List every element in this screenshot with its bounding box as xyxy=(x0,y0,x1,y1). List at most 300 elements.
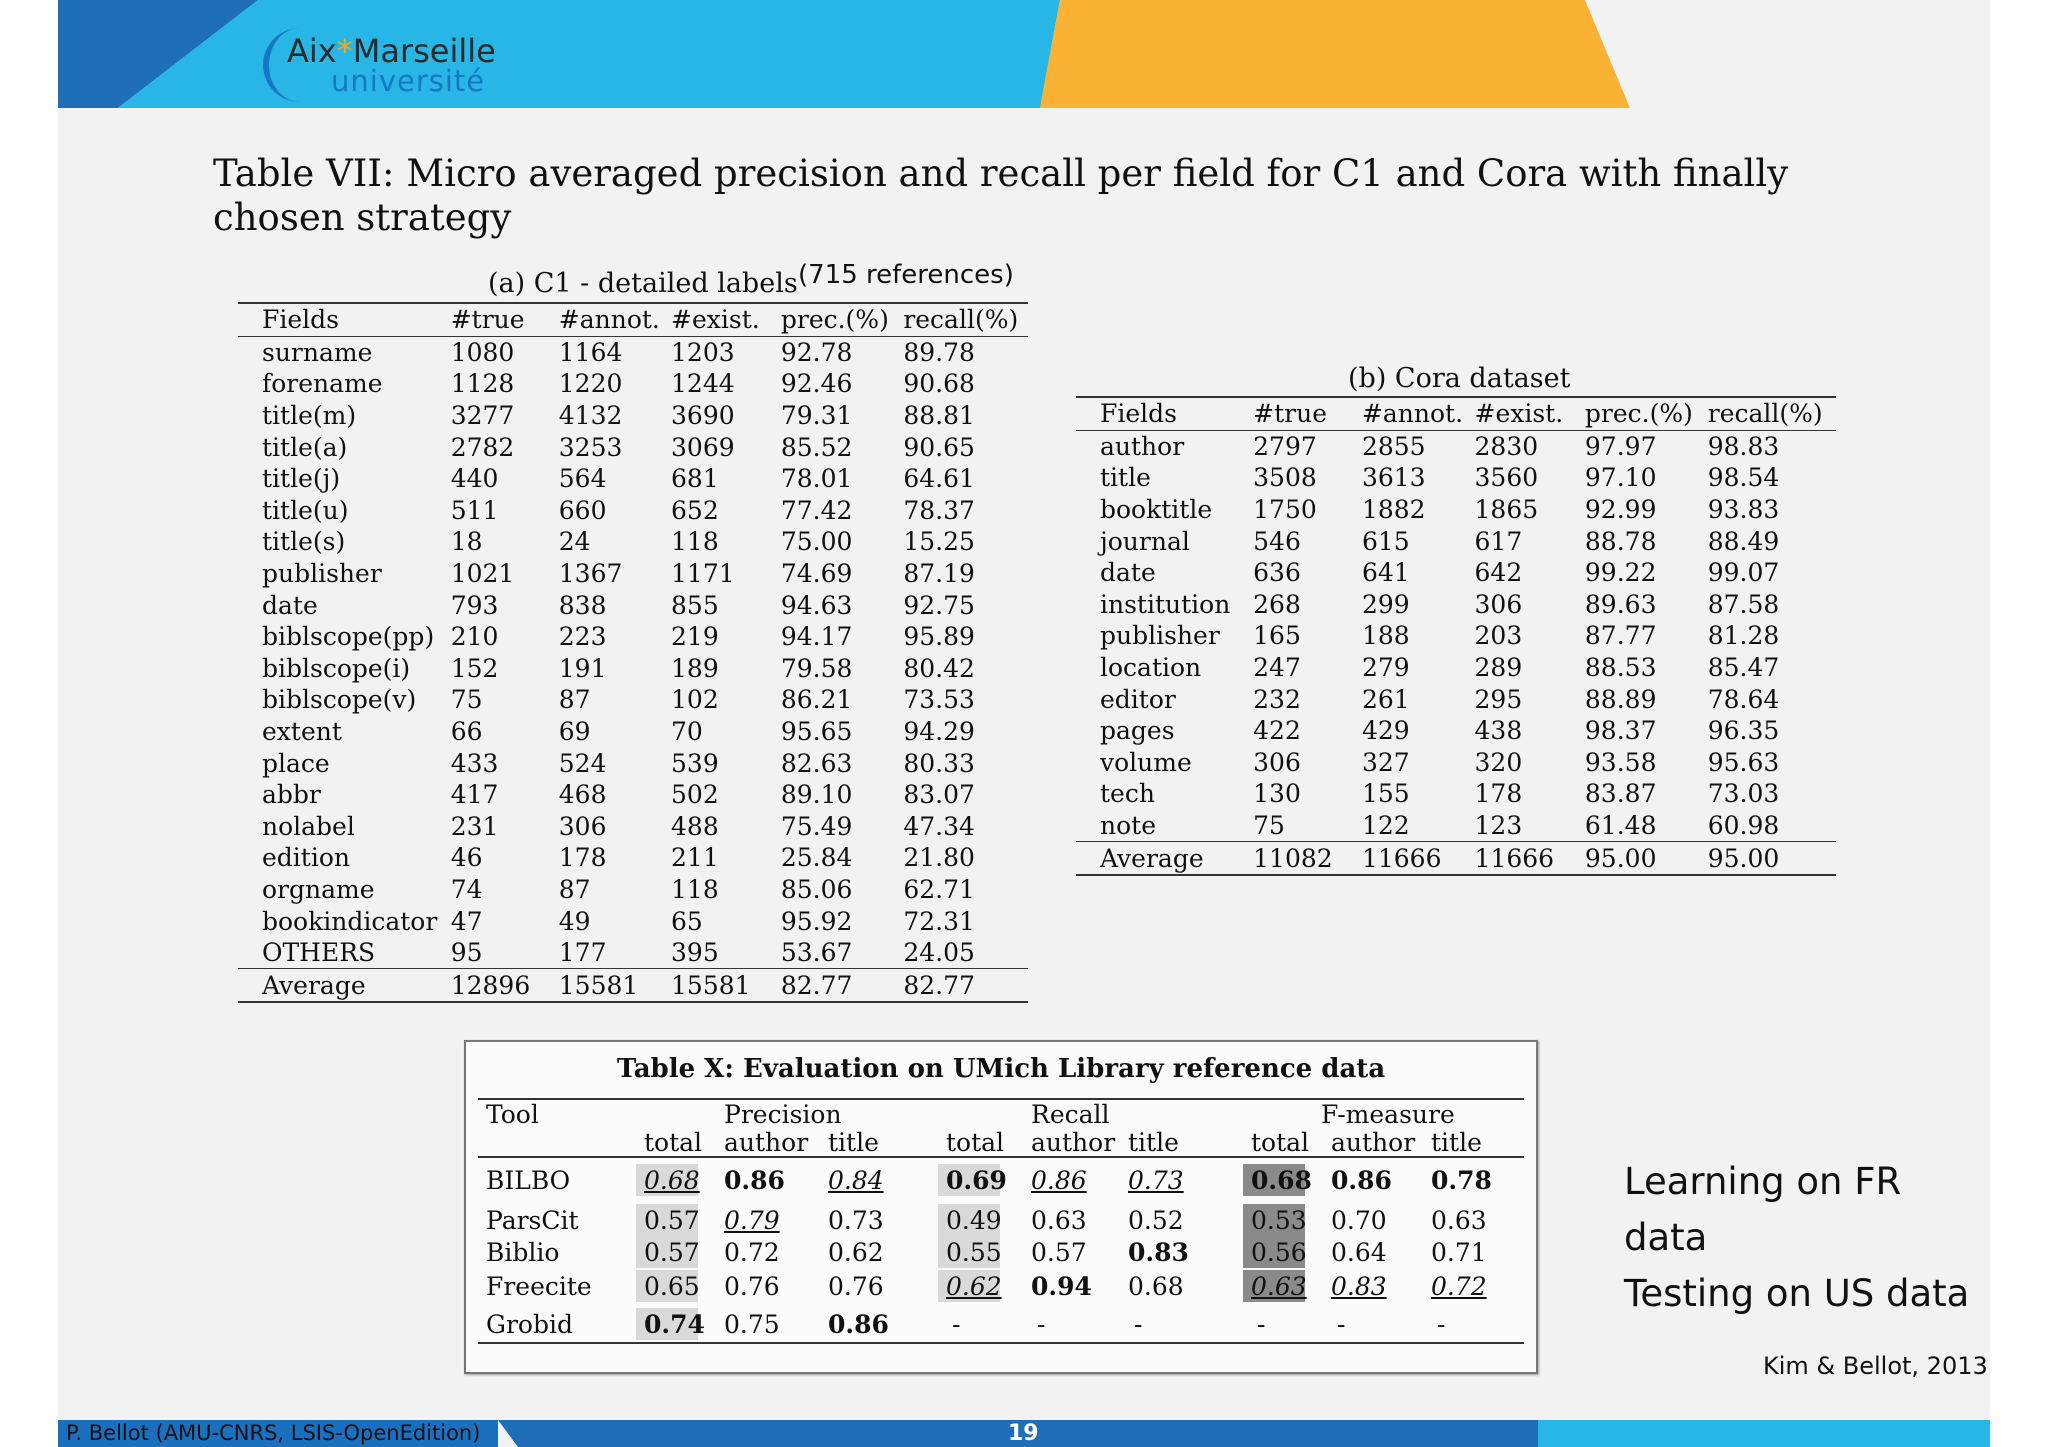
table-x-value: 0.55 xyxy=(946,1238,1002,1267)
cell-true: 268 xyxy=(1253,589,1301,619)
cell-exist: 855 xyxy=(671,590,719,620)
cell-true: 511 xyxy=(450,495,499,525)
table-row xyxy=(238,589,1028,621)
cell-annot: 1882 xyxy=(1361,495,1426,525)
table-x-value: 0.68 xyxy=(644,1166,700,1195)
slide-title: Table VII: Micro averaged precision and recall per field for C1 and Cora with finally chosen strategy xyxy=(213,152,1789,239)
cell-field: tech xyxy=(1100,779,1155,809)
table-x-value: 0.57 xyxy=(644,1206,700,1235)
cell-exist: 118 xyxy=(671,874,719,904)
cell-field: booktitle xyxy=(1100,495,1213,525)
cell-prec: 97.97 xyxy=(1584,431,1657,461)
cell-recall: 73.03 xyxy=(1707,779,1780,809)
cell-true: 75 xyxy=(1253,811,1285,841)
cell-exist: 3690 xyxy=(671,401,735,431)
table-x-value: 0.73 xyxy=(1128,1166,1184,1195)
cell-exist: 211 xyxy=(671,843,719,873)
cell-prec: 78.01 xyxy=(780,464,853,494)
cell-true: 95 xyxy=(450,938,483,968)
average-row xyxy=(1076,842,1836,875)
cell-field: bookindicator xyxy=(262,906,438,936)
cell-field: surname xyxy=(262,337,373,367)
cell-exist: 395 xyxy=(671,938,719,968)
table-x-value: 0.69 xyxy=(946,1166,1007,1195)
cell-prec: 75.00 xyxy=(780,527,853,557)
cell-recall: 96.35 xyxy=(1707,716,1780,746)
cell-prec: 94.63 xyxy=(780,590,853,620)
cell-field: abbr xyxy=(262,780,321,810)
cell-annot: 11666 xyxy=(1362,842,1475,875)
cell-annot: 4132 xyxy=(558,401,623,431)
cell-exist: 70 xyxy=(671,717,703,747)
table-x-tool-name: Biblio xyxy=(486,1238,560,1267)
cell-field: editor xyxy=(1100,684,1176,714)
cell-prec: 92.99 xyxy=(1584,495,1657,525)
table-x-value: 0.71 xyxy=(1431,1238,1487,1267)
table-row xyxy=(1076,557,1836,589)
cell-annot: 641 xyxy=(1361,558,1410,588)
table-x-value: 0.62 xyxy=(946,1272,1002,1301)
cell-recall: 98.54 xyxy=(1707,463,1780,493)
cell-exist: #exist. xyxy=(671,303,781,336)
cell-recall: 72.31 xyxy=(903,906,975,936)
table-row xyxy=(1076,620,1836,652)
table-x-sub-header: author xyxy=(724,1128,809,1157)
cell-annot: 261 xyxy=(1361,684,1410,714)
table-row xyxy=(238,336,1028,368)
cell-recall: 89.78 xyxy=(903,337,975,367)
cell-recall: 82.77 xyxy=(903,969,1028,1002)
table-x-value: 0.74 xyxy=(644,1310,705,1339)
table-x-value: 0.63 xyxy=(1251,1272,1307,1301)
table-x-value: 0.78 xyxy=(1431,1166,1492,1195)
cell-field: biblscope(i) xyxy=(262,653,411,683)
cell-field: Average xyxy=(238,969,451,1002)
cell-true: 793 xyxy=(450,590,499,620)
cell-annot: 87 xyxy=(558,685,591,715)
cell-field: title(m) xyxy=(262,401,357,431)
cell-exist: 102 xyxy=(671,685,719,715)
cell-annot: 327 xyxy=(1361,747,1410,777)
cell-exist: 320 xyxy=(1474,747,1523,777)
cell-recall: 95.00 xyxy=(1708,842,1836,875)
table-row xyxy=(1076,652,1836,684)
cell-annot: 660 xyxy=(558,495,607,525)
table-cora xyxy=(1076,396,1836,876)
cell-recall: 78.64 xyxy=(1707,684,1780,714)
cell-prec: 82.77 xyxy=(781,969,903,1002)
table-x-value: 0.65 xyxy=(644,1272,700,1301)
cell-field: institution xyxy=(1100,589,1231,619)
side-note-line2: Testing on US data xyxy=(1624,1272,1970,1315)
cell-prec: 79.58 xyxy=(780,653,853,683)
cell-recall: 94.29 xyxy=(903,717,975,747)
cell-prec: 88.53 xyxy=(1584,653,1657,683)
table-row xyxy=(238,558,1028,590)
table-x-value: 0.72 xyxy=(724,1238,780,1267)
table-x-value: 0.68 xyxy=(1251,1166,1312,1195)
cell-annot: 122 xyxy=(1361,811,1410,841)
table-x-value: 0.86 xyxy=(828,1310,889,1339)
average-row xyxy=(238,969,1028,1002)
table-row xyxy=(1076,589,1836,621)
cell-exist: 123 xyxy=(1474,811,1523,841)
table-row xyxy=(1076,747,1836,779)
table-row xyxy=(1076,715,1836,747)
cell-field: Average xyxy=(1076,842,1253,875)
table-x-value: 0.83 xyxy=(1128,1238,1189,1267)
cell-recall: 64.61 xyxy=(903,464,975,494)
cell-field: title(a) xyxy=(262,432,348,462)
cell-true: 47 xyxy=(450,906,483,936)
cell-exist: 118 xyxy=(671,527,719,557)
table-row xyxy=(238,463,1028,495)
table-x-group-header: F-measure xyxy=(1321,1100,1455,1129)
cell-field: biblscope(pp) xyxy=(262,622,435,652)
table-x-tool-header: Tool xyxy=(486,1100,539,1129)
table-x-value: - xyxy=(1257,1310,1266,1339)
cell-true: 433 xyxy=(450,748,499,778)
cell-exist: 1865 xyxy=(1474,495,1539,525)
table-x-sub-header: title xyxy=(1431,1128,1482,1157)
cell-prec: 95.00 xyxy=(1585,842,1708,875)
cell-prec: prec.(%) xyxy=(1585,397,1708,430)
table-x-sub-header: author xyxy=(1331,1128,1416,1157)
cell-exist: 189 xyxy=(671,653,719,683)
cell-recall: 24.05 xyxy=(903,938,975,968)
table-row xyxy=(238,368,1028,400)
cell-recall: 60.98 xyxy=(1707,811,1780,841)
cell-prec: 85.06 xyxy=(780,874,853,904)
table-row xyxy=(1076,462,1836,494)
table-x-value: 0.72 xyxy=(1431,1272,1487,1301)
table-x-value: 0.64 xyxy=(1331,1238,1387,1267)
table-a-note: (715 references) xyxy=(798,260,1014,290)
table-x-tool-name: Freecite xyxy=(486,1272,592,1301)
cell-field: nolabel xyxy=(262,811,355,841)
cell-annot: 3613 xyxy=(1361,463,1426,493)
cell-exist: 488 xyxy=(671,811,719,841)
cell-annot: 15581 xyxy=(559,969,671,1002)
table-x-value: 0.57 xyxy=(644,1238,700,1267)
logo-star-icon: * xyxy=(336,32,353,70)
table-x-value: 0.52 xyxy=(1128,1206,1184,1235)
cell-field: title(j) xyxy=(262,464,341,494)
table-x-value: 0.73 xyxy=(828,1206,884,1235)
cell-annot: 191 xyxy=(558,653,607,683)
cell-exist: #exist. xyxy=(1475,397,1585,430)
cell-recall: 87.19 xyxy=(903,559,975,589)
table-x-sub-header: total xyxy=(644,1128,703,1157)
cell-prec: 74.69 xyxy=(780,559,853,589)
footer-band-right xyxy=(1538,1420,1990,1447)
table-row xyxy=(1076,778,1836,810)
cell-exist: 681 xyxy=(671,464,719,494)
cell-recall: 78.37 xyxy=(903,495,975,525)
cell-annot: 429 xyxy=(1361,716,1410,746)
cell-annot: 69 xyxy=(558,717,591,747)
cell-true: 440 xyxy=(450,464,499,494)
cell-exist: 1203 xyxy=(671,337,735,367)
cell-annot: 3253 xyxy=(558,432,623,462)
table-row xyxy=(238,526,1028,558)
table-c1 xyxy=(238,302,1028,1003)
cell-recall: 80.42 xyxy=(903,653,975,683)
cell-prec: prec.(%) xyxy=(781,303,903,336)
cell-prec: 97.10 xyxy=(1584,463,1657,493)
cell-exist: 438 xyxy=(1474,716,1523,746)
cell-prec: 98.37 xyxy=(1584,716,1657,746)
cell-true: 130 xyxy=(1253,779,1301,809)
cell-recall: 90.65 xyxy=(903,432,975,462)
table-x-value: 0.83 xyxy=(1331,1272,1387,1301)
cell-recall: 99.07 xyxy=(1707,558,1780,588)
cell-annot: 564 xyxy=(558,464,607,494)
table-row xyxy=(238,716,1028,748)
cell-recall: 88.49 xyxy=(1707,526,1780,556)
cell-field: orgname xyxy=(262,874,375,904)
table-x-value: 0.86 xyxy=(1031,1166,1087,1195)
table-x-figure xyxy=(464,1040,1538,1374)
cell-annot: 177 xyxy=(558,938,607,968)
cell-true: 3508 xyxy=(1253,463,1317,493)
cell-field: extent xyxy=(262,717,342,747)
cell-exist: 642 xyxy=(1474,558,1523,588)
table-x-sub-header: author xyxy=(1031,1128,1116,1157)
cell-recall: 15.25 xyxy=(903,527,975,557)
cell-field: author xyxy=(1100,431,1185,461)
cell-field: publisher xyxy=(262,559,382,589)
table-x-value: 0.75 xyxy=(724,1310,780,1339)
table-x-group-header: Recall xyxy=(1031,1100,1110,1129)
cell-true: 247 xyxy=(1253,653,1301,683)
cell-field: publisher xyxy=(1100,621,1220,651)
cell-prec: 87.77 xyxy=(1584,621,1657,651)
cell-recall: 93.83 xyxy=(1707,495,1780,525)
cell-recall: 62.71 xyxy=(903,874,975,904)
table-x-value: 0.56 xyxy=(1251,1238,1307,1267)
cell-annot: 279 xyxy=(1361,653,1410,683)
cell-prec: 75.49 xyxy=(780,811,853,841)
cell-true: 636 xyxy=(1253,558,1301,588)
cell-field: forename xyxy=(262,369,383,399)
cell-exist: 295 xyxy=(1474,684,1523,714)
cell-recall: 47.34 xyxy=(903,811,975,841)
table-row xyxy=(238,937,1028,969)
cell-true: 306 xyxy=(1253,747,1301,777)
cell-true: 232 xyxy=(1253,684,1301,714)
cell-annot: 2855 xyxy=(1361,431,1426,461)
cell-annot: 1164 xyxy=(558,337,623,367)
cell-prec: 88.89 xyxy=(1584,684,1657,714)
table-x-value: - xyxy=(1037,1310,1046,1339)
footer-author: P. Bellot (AMU-CNRS, LSIS-OpenEdition) xyxy=(66,1421,481,1445)
table-x-tool-name: BILBO xyxy=(486,1166,571,1195)
cell-field: title(s) xyxy=(262,527,346,557)
cell-annot: 188 xyxy=(1361,621,1410,651)
cell-true: 3277 xyxy=(450,401,515,431)
logo-line2: université xyxy=(331,64,486,98)
table-x-value: - xyxy=(1437,1310,1446,1339)
cell-field: volume xyxy=(1100,747,1192,777)
cell-annot: #annot. xyxy=(1362,397,1475,430)
table-row xyxy=(1076,494,1836,526)
cell-exist: 219 xyxy=(671,622,719,652)
cell-true: 11082 xyxy=(1253,842,1362,875)
slide xyxy=(58,0,1990,1447)
cell-true: 2797 xyxy=(1253,431,1317,461)
cell-prec: 95.65 xyxy=(780,717,853,747)
cell-prec: 89.63 xyxy=(1584,589,1657,619)
cell-true: 152 xyxy=(450,653,499,683)
side-note xyxy=(1624,1154,1990,1322)
cell-exist: 652 xyxy=(671,495,719,525)
cell-annot: 1367 xyxy=(558,559,623,589)
cell-field: location xyxy=(1100,653,1202,683)
cell-exist: 2830 xyxy=(1474,431,1539,461)
cell-true: 1021 xyxy=(450,559,515,589)
cell-field: biblscope(v) xyxy=(262,685,417,715)
table-row xyxy=(238,811,1028,843)
table-x-value: 0.79 xyxy=(724,1206,780,1235)
cell-exist: 203 xyxy=(1474,621,1523,651)
cell-recall: recall(%) xyxy=(1708,397,1836,430)
table-x-tool-name: ParsCit xyxy=(486,1206,579,1235)
cell-recall: 98.83 xyxy=(1707,431,1780,461)
cell-annot: 1220 xyxy=(558,369,623,399)
cell-true: 1128 xyxy=(450,369,515,399)
cell-prec: 89.10 xyxy=(780,780,853,810)
cell-recall: 95.89 xyxy=(903,622,975,652)
cell-true: #true xyxy=(1253,397,1362,430)
table-x-value: 0.63 xyxy=(1031,1206,1087,1235)
table-x-value: 0.94 xyxy=(1031,1272,1092,1301)
cell-recall: 88.81 xyxy=(903,401,975,431)
table-x-value: 0.76 xyxy=(724,1272,780,1301)
cell-true: 231 xyxy=(450,811,499,841)
cell-true: 165 xyxy=(1253,621,1301,651)
cell-recall: 92.75 xyxy=(903,590,975,620)
table-row xyxy=(238,653,1028,685)
cell-recall: 83.07 xyxy=(903,780,975,810)
cell-annot: 838 xyxy=(558,590,607,620)
cell-exist: 289 xyxy=(1474,653,1523,683)
cell-prec: 94.17 xyxy=(780,622,853,652)
cell-true: 46 xyxy=(450,843,483,873)
cell-true: 74 xyxy=(450,874,483,904)
cell-prec: 82.63 xyxy=(780,748,853,778)
cell-annot: 178 xyxy=(558,843,607,873)
cell-exist: 3560 xyxy=(1474,463,1539,493)
table-row xyxy=(238,874,1028,906)
table-x-value: - xyxy=(1337,1310,1346,1339)
cell-exist: 1171 xyxy=(671,559,735,589)
header-row xyxy=(1076,397,1836,430)
cell-annot: #annot. xyxy=(559,303,671,336)
cell-exist: 502 xyxy=(671,780,719,810)
cell-prec: 88.78 xyxy=(1584,526,1657,556)
logo-line1: Aix*Marseille xyxy=(287,32,496,70)
table-row xyxy=(1076,430,1836,462)
cell-exist: 539 xyxy=(671,748,719,778)
cell-prec: 86.21 xyxy=(780,685,853,715)
table-x-value: 0.86 xyxy=(724,1166,785,1195)
cell-exist: 11666 xyxy=(1475,842,1585,875)
cell-exist: 617 xyxy=(1474,526,1523,556)
cell-true: 1750 xyxy=(1253,495,1317,525)
cell-recall: 87.58 xyxy=(1707,589,1780,619)
cell-prec: 92.46 xyxy=(780,369,853,399)
cell-exist: 306 xyxy=(1474,589,1523,619)
cell-annot: 468 xyxy=(558,780,607,810)
table-x-value: - xyxy=(952,1310,961,1339)
table-x-value: 0.53 xyxy=(1251,1206,1307,1235)
header-band-orange xyxy=(1040,0,1630,108)
header-row xyxy=(238,303,1028,336)
cell-exist: 65 xyxy=(671,906,703,936)
table-row xyxy=(238,684,1028,716)
cell-true: #true xyxy=(451,303,559,336)
cell-exist: 178 xyxy=(1474,779,1523,809)
table-x-value: 0.84 xyxy=(828,1166,884,1195)
cell-true: 2782 xyxy=(450,432,515,462)
cell-true: 546 xyxy=(1253,526,1301,556)
cell-true: 210 xyxy=(450,622,499,652)
cell-true: 417 xyxy=(450,780,499,810)
cell-prec: 95.92 xyxy=(780,906,853,936)
cell-field: place xyxy=(262,748,330,778)
cell-prec: 83.87 xyxy=(1584,779,1657,809)
cell-field: Fields xyxy=(1076,397,1253,430)
cell-recall: 95.63 xyxy=(1707,747,1780,777)
cell-true: 18 xyxy=(450,527,483,557)
table-x-value: 0.76 xyxy=(828,1272,884,1301)
cell-field: date xyxy=(262,590,318,620)
footer-bar xyxy=(58,1420,1990,1447)
cell-field: note xyxy=(1100,811,1156,841)
table-x-value: 0.49 xyxy=(946,1206,1002,1235)
table-row xyxy=(238,400,1028,432)
cell-field: date xyxy=(1100,558,1156,588)
cell-recall: 81.28 xyxy=(1707,621,1780,651)
table-row xyxy=(238,621,1028,653)
cell-prec: 61.48 xyxy=(1584,811,1657,841)
table-x-value: 0.63 xyxy=(1431,1206,1487,1235)
table-a-caption: (a) C1 - detailed labels xyxy=(488,268,798,299)
table-row xyxy=(1076,683,1836,715)
cell-recall: recall(%) xyxy=(903,303,1028,336)
table-x-value: 0.68 xyxy=(1128,1272,1184,1301)
table-x-tool-name: Grobid xyxy=(486,1310,573,1339)
table-x-rule-bottom xyxy=(478,1342,1524,1344)
cell-true: 75 xyxy=(450,685,483,715)
citation: Kim & Bellot, 2013 xyxy=(1763,1352,1988,1380)
cell-field: journal xyxy=(1100,526,1190,556)
cell-field: Fields xyxy=(238,303,451,336)
cell-prec: 85.52 xyxy=(780,432,853,462)
table-x-sub-header: total xyxy=(946,1128,1005,1157)
cell-field: pages xyxy=(1100,716,1175,746)
table-row xyxy=(238,431,1028,463)
cell-recall: 90.68 xyxy=(903,369,975,399)
cell-prec: 79.31 xyxy=(780,401,853,431)
cell-field: OTHERS xyxy=(262,938,376,968)
cell-exist: 15581 xyxy=(671,969,781,1002)
cell-annot: 299 xyxy=(1361,589,1410,619)
cell-field: edition xyxy=(262,843,350,873)
table-b-caption: (b) Cora dataset xyxy=(1348,363,1571,394)
table-x-value: 0.70 xyxy=(1331,1206,1387,1235)
